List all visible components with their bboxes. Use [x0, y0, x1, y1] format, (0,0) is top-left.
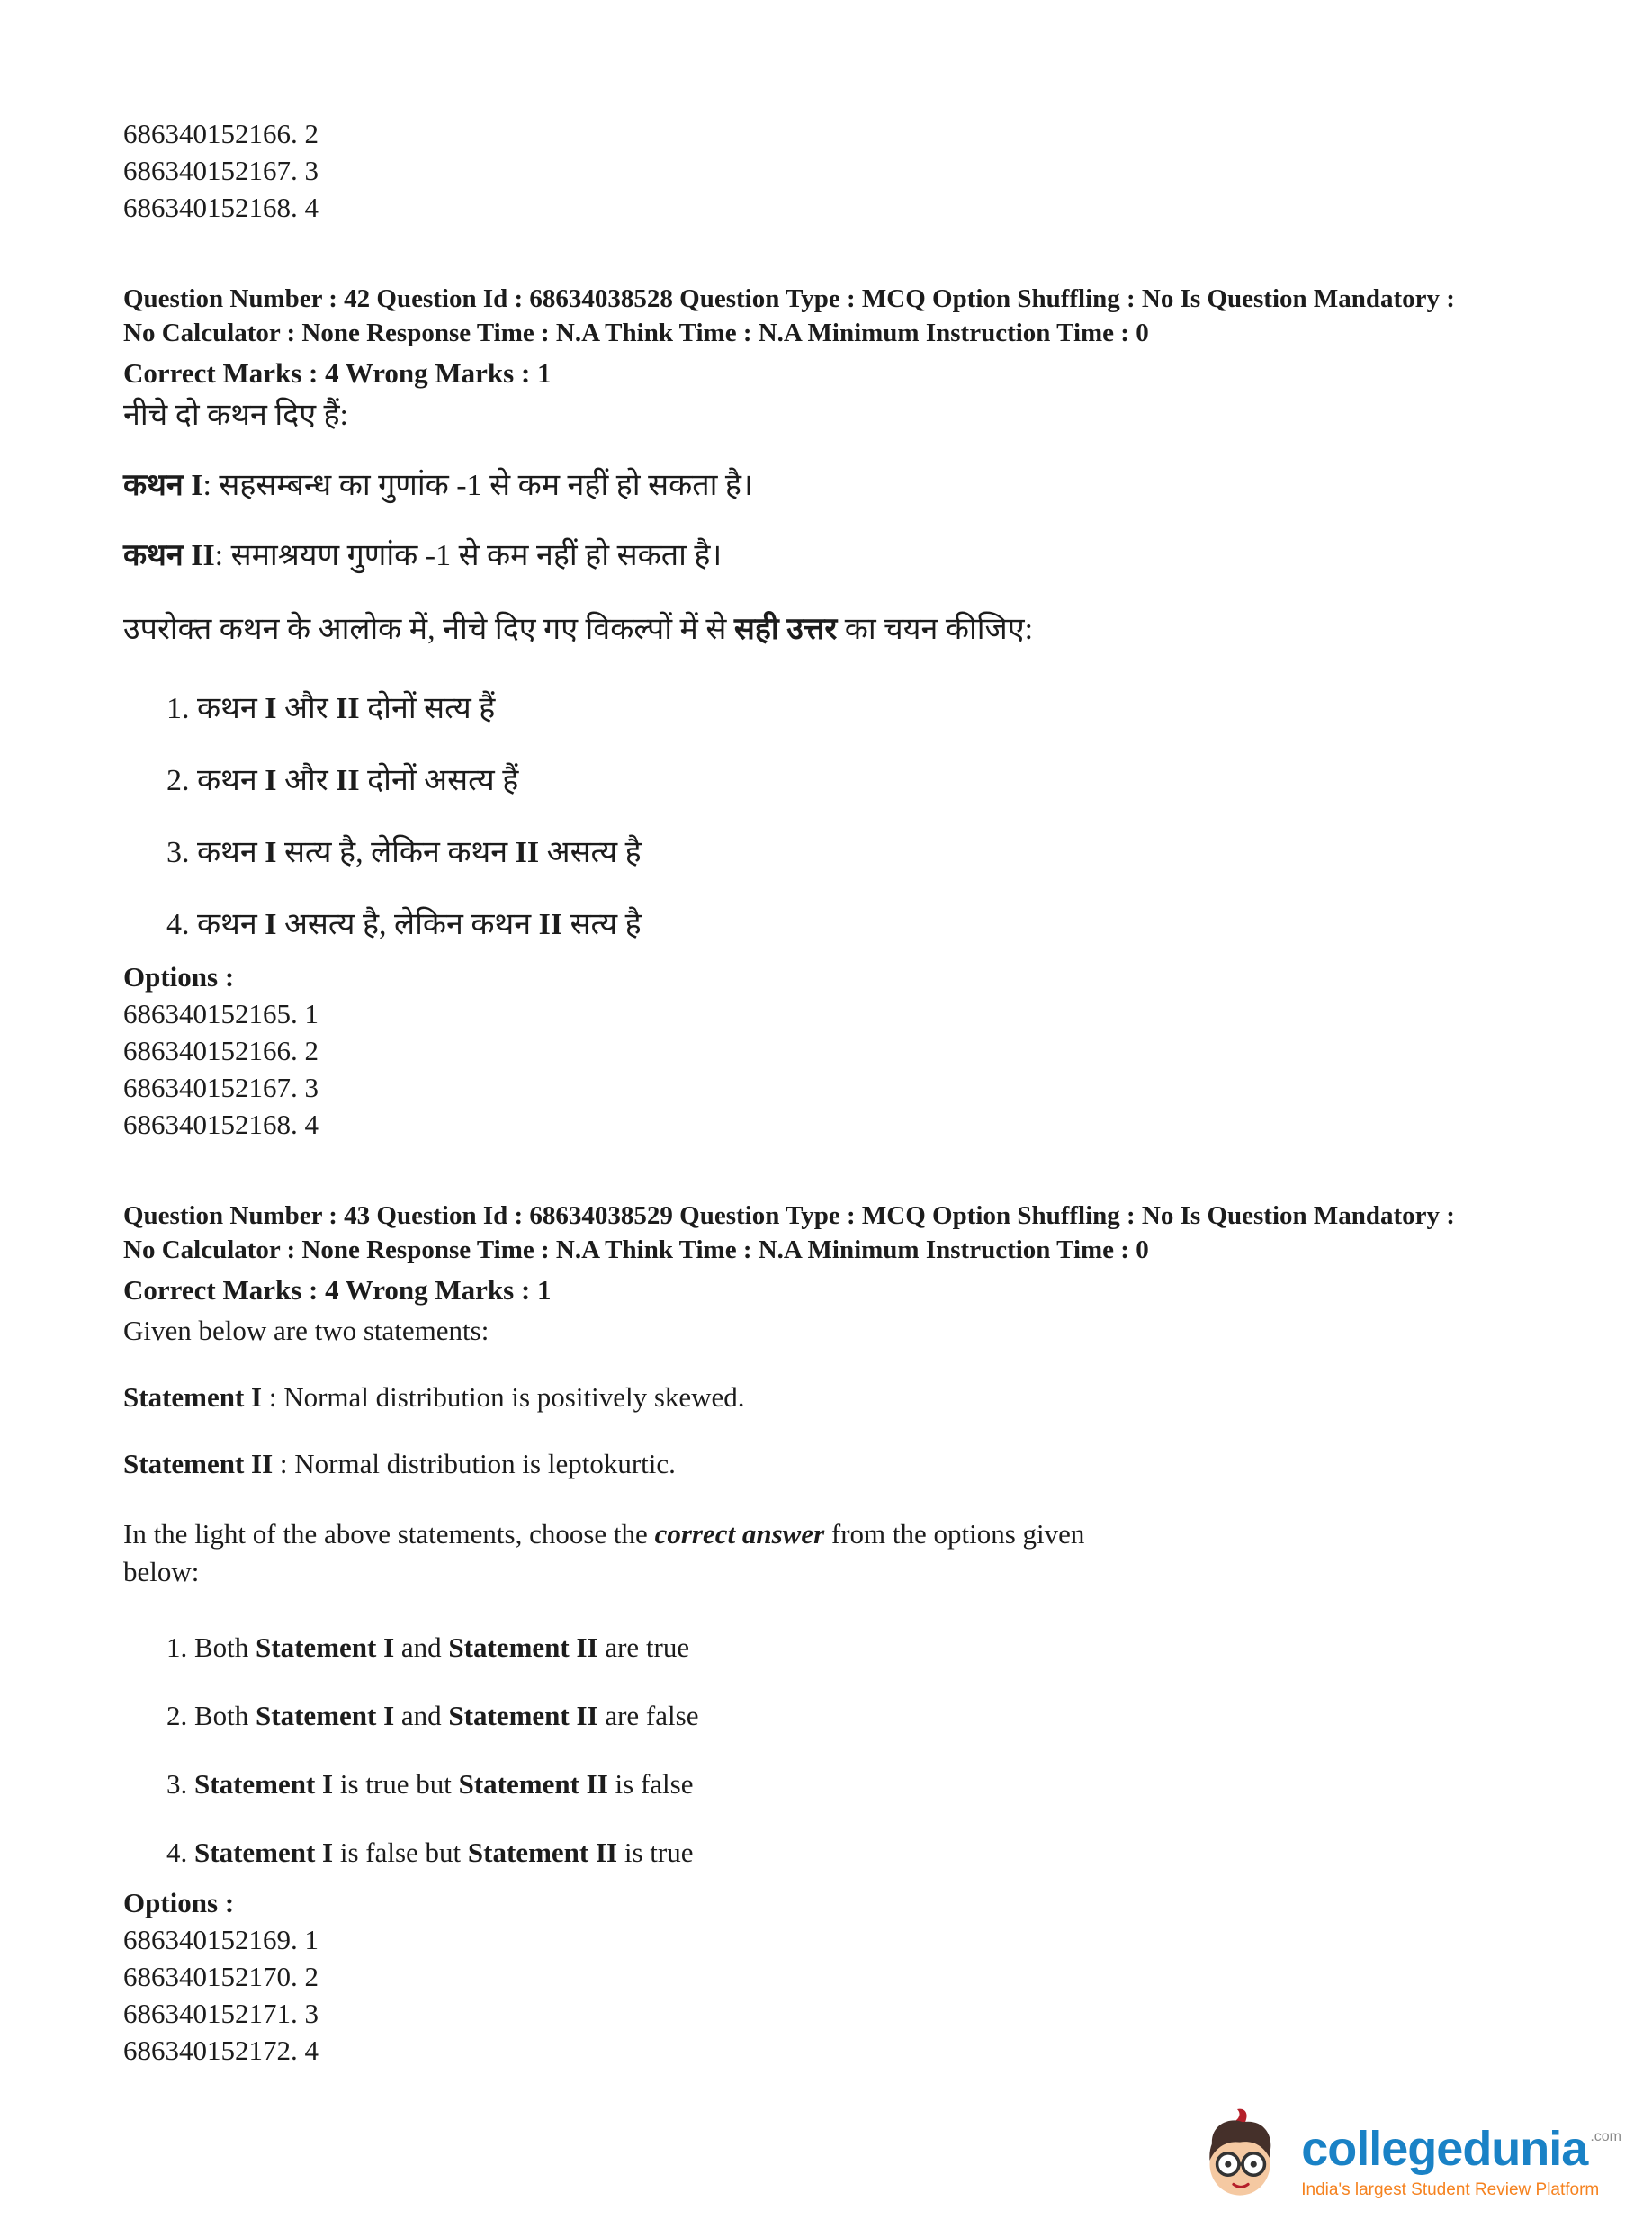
- previous-question-option-ids: [123, 115, 1589, 226]
- choice-segment: 3.: [166, 1768, 194, 1800]
- choice-segment: 4.: [166, 1837, 194, 1868]
- choice-3: [123, 1765, 1589, 1803]
- choice-segment-bold: I: [265, 692, 277, 725]
- brand-wordmark: collegedunia: [1301, 2122, 1588, 2176]
- choice-segment-bold: Statement I: [256, 1631, 395, 1663]
- option-ids-block: [123, 995, 1589, 1143]
- choice-segment: is false: [607, 1768, 694, 1800]
- statement-2: [123, 535, 1589, 577]
- choice-segment: असत्य है, लेकिन कथन: [276, 908, 539, 941]
- options-label: Options :: [123, 1887, 235, 1918]
- choice-segment-bold: Statement I: [194, 1837, 334, 1868]
- question-43: [123, 1199, 1589, 2069]
- option-id-line: 686340152171. 3: [123, 1998, 319, 2029]
- choice-segment-bold: II: [336, 764, 360, 797]
- collegedunia-logo: [1190, 2107, 1621, 2217]
- choice-segment: और: [276, 764, 337, 797]
- brand-tagline: India's largest Student Review Platform: [1301, 2180, 1600, 2199]
- choice-segment-bold: I: [265, 836, 277, 869]
- statement-1: [123, 1379, 1589, 1416]
- option-id-line: 686340152167. 3: [123, 1072, 319, 1103]
- choice-segment: सत्य है, लेकिन कथन: [276, 836, 516, 869]
- choice-segment: is true but: [333, 1768, 459, 1800]
- statement-1-label: कथन I: [123, 469, 203, 502]
- question-instruction: [123, 1515, 1167, 1591]
- choice-segment-bold: Statement II: [458, 1768, 608, 1800]
- choice-segment: and: [394, 1631, 449, 1663]
- choice-4: [123, 1834, 1589, 1872]
- question-instruction: [123, 609, 1589, 651]
- statement-2-text: : समाश्रयण गुणांक -1 से कम नहीं हो सकता है।: [214, 539, 723, 572]
- statement-2-label: Statement II: [123, 1448, 274, 1479]
- brand-block: [1301, 2122, 1621, 2200]
- instruction-pre: In the light of the above statements, choose the: [123, 1518, 655, 1550]
- statement-1-text: : सहसम्बन्ध का गुणांक -1 से कम नहीं हो सकता है।: [202, 469, 753, 502]
- choice-segment: are true: [597, 1631, 690, 1663]
- brand-suffix: .com: [1590, 2129, 1621, 2144]
- instruction-pre: उपरोक्त कथन के आलोक में, नीचे दिए गए विकल्पों में से: [123, 613, 734, 646]
- option-id-line: 686340152169. 1: [123, 1924, 319, 1955]
- instruction-emphasis: सही उत्तर: [733, 613, 838, 646]
- choice-segment-bold: Statement I: [256, 1700, 395, 1731]
- choice-segment-bold: I: [265, 908, 277, 941]
- question-meta-line-2: No Calculator : None Response Time : N.A Think Time : N.A Minimum Instruction Time : 0: [123, 1235, 1149, 1264]
- statement-1: [123, 465, 1589, 507]
- statement-2-text: : Normal distribution is leptokurtic.: [273, 1448, 676, 1479]
- choice-segment: 4. कथन: [166, 908, 265, 941]
- choice-segment-bold: I: [265, 764, 277, 797]
- choice-segment: 3. कथन: [166, 836, 265, 869]
- choice-segment-bold: Statement II: [448, 1631, 598, 1663]
- option-id-line: 686340152167. 3: [123, 155, 319, 186]
- choice-segment: 1. Both: [166, 1631, 256, 1663]
- options-label: Options :: [123, 961, 235, 993]
- option-ids-block: [123, 1921, 1589, 2069]
- statement-1-text: : Normal distribution is positively skewed.: [262, 1381, 745, 1413]
- page-content: [123, 115, 1589, 2069]
- option-id-line: 686340152168. 4: [123, 192, 319, 223]
- option-id-line: 686340152170. 2: [123, 1961, 319, 1992]
- choice-segment-bold: Statement II: [448, 1700, 598, 1731]
- statement-1-label: Statement I: [123, 1381, 263, 1413]
- question-meta-line-1: Question Number : 42 Question Id : 68634038528 Question Type : MCQ Option Shuffling : No Is Question Mandatory :: [123, 284, 1455, 313]
- choice-segment-bold: II: [336, 692, 360, 725]
- question-intro: Given below are two statements:: [123, 1315, 489, 1346]
- option-id-line: 686340152168. 4: [123, 1109, 319, 1140]
- choice-2: [123, 1697, 1589, 1735]
- question-marks: Correct Marks : 4 Wrong Marks : 1: [123, 1274, 552, 1306]
- choice-segment: and: [394, 1700, 449, 1731]
- choice-segment: is false but: [333, 1837, 468, 1868]
- choice-segment: is true: [617, 1837, 694, 1868]
- option-id-line: 686340152165. 1: [123, 998, 319, 1029]
- question-meta-line-1: Question Number : 43 Question Id : 68634038529 Question Type : MCQ Option Shuffling : No Is Question Mandatory :: [123, 1201, 1455, 1230]
- choice-1: [123, 1629, 1589, 1667]
- choice-segment-bold: II: [515, 836, 540, 869]
- choice-segment: सत्य है: [562, 908, 642, 941]
- option-id-line: 686340152166. 2: [123, 1035, 319, 1066]
- choice-segment-bold: Statement II: [467, 1837, 618, 1868]
- choice-4: [123, 904, 1589, 946]
- question-42: [123, 282, 1589, 1143]
- choice-2: [123, 760, 1589, 802]
- question-meta-line-2: No Calculator : None Response Time : N.A Think Time : N.A Minimum Instruction Time : 0: [123, 319, 1149, 347]
- choice-segment: 2. कथन: [166, 764, 265, 797]
- choice-1: [123, 688, 1589, 730]
- instruction-post: का चयन कीजिए:: [837, 613, 1034, 646]
- choice-segment-bold: II: [538, 908, 563, 941]
- choice-segment: दोनों असत्य हैं: [359, 764, 519, 797]
- statement-2: [123, 1445, 1589, 1483]
- question-marks: Correct Marks : 4 Wrong Marks : 1: [123, 357, 552, 389]
- statement-2-label: कथन II: [123, 539, 215, 572]
- collegedunia-mascot-icon: [1190, 2107, 1290, 2217]
- question-intro: नीचे दो कथन दिए हैं:: [123, 399, 348, 432]
- instruction-emphasis: correct answer: [654, 1518, 825, 1550]
- choice-segment: 2. Both: [166, 1700, 256, 1731]
- choice-segment: और: [276, 692, 337, 725]
- instruction-post: from the options given below:: [123, 1518, 1085, 1587]
- choice-segment: असत्य है: [539, 836, 642, 869]
- option-id-line: 686340152172. 4: [123, 2035, 319, 2066]
- choice-segment: 1. कथन: [166, 692, 265, 725]
- choice-segment: दोनों सत्य हैं: [359, 692, 496, 725]
- choice-segment: are false: [597, 1700, 699, 1731]
- choice-3: [123, 832, 1589, 874]
- choice-segment-bold: Statement I: [194, 1768, 334, 1800]
- option-id-line: 686340152166. 2: [123, 118, 319, 149]
